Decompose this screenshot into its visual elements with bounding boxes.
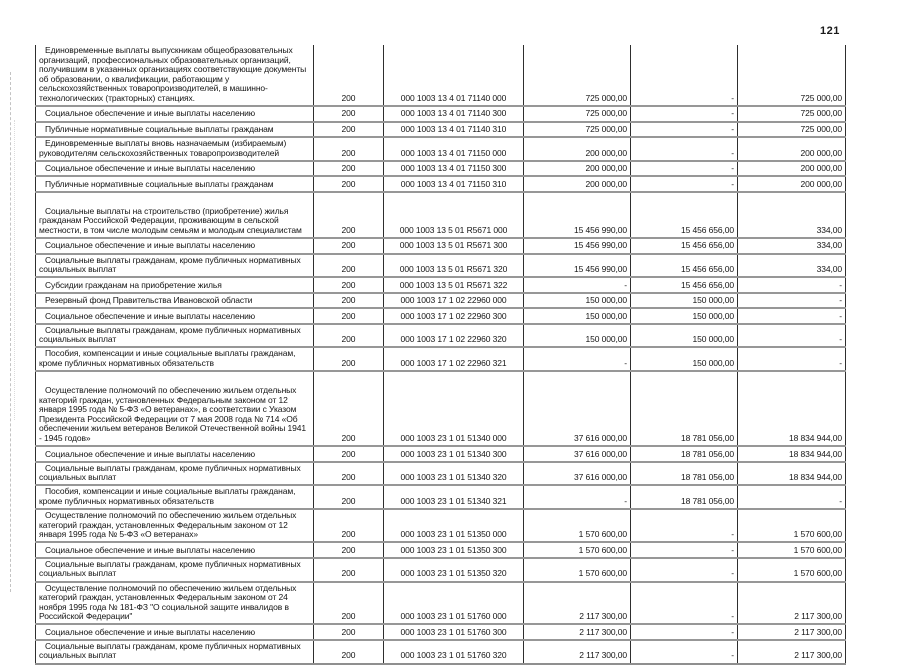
cell-name: Социальные выплаты гражданам, кроме публичных нормативных социальных выплат [36, 558, 314, 582]
table-row [36, 238, 846, 254]
cell-amount-1: 2 117 300,00 [524, 582, 631, 625]
table-row [36, 254, 846, 278]
cell-amount-1: 200 000,00 [524, 161, 631, 177]
cell-amount-3: 2 117 300,00 [738, 640, 846, 664]
cell-expense-type-code: 200 [314, 277, 384, 293]
table-row [36, 122, 846, 138]
cell-amount-3: 200 000,00 [738, 176, 846, 192]
cell-expense-type-code: 200 [314, 640, 384, 664]
cell-budget-classification-code: 000 1003 13 5 01 R5671 300 [384, 238, 524, 254]
cell-budget-classification-code: 000 1003 23 1 01 51350 320 [384, 558, 524, 582]
cell-amount-1: - [524, 347, 631, 371]
table-row [36, 45, 846, 106]
cell-amount-3: - [738, 293, 846, 309]
table-row [36, 308, 846, 324]
cell-name: Социальные выплаты гражданам, кроме публичных нормативных социальных выплат [36, 324, 314, 348]
cell-budget-classification-code: 000 1003 23 1 01 51760 000 [384, 582, 524, 625]
cell-name: Социальное обеспечение и иные выплаты населению [36, 308, 314, 324]
cell-amount-2: - [631, 509, 738, 542]
cell-amount-3: 200 000,00 [738, 161, 846, 177]
cell-name: Осуществление полномочий по обеспечению жильем отдельных категорий граждан, установленных Федеральным законом от 12 января 1995 года № 5-ФЗ «О ветеранах» [36, 509, 314, 542]
cell-expense-type-code: 200 [314, 137, 384, 161]
cell-amount-2: - [631, 582, 738, 625]
cell-name: Единовременные выплаты выпускникам общеобразовательных организаций, профессиональных образовательных организаций, получившим в указанных организациях соответствующие документы об образовании, о квалификации, работающим у сельскохозяйственных товаропроизводителей, в машинно-технологических (тракторных) станциях. [36, 45, 314, 106]
cell-budget-classification-code: 000 1003 23 1 01 51340 321 [384, 485, 524, 509]
budget-expenditure-table [35, 45, 846, 665]
table-row [36, 293, 846, 309]
cell-name: Пособия, компенсации и иные социальные выплаты гражданам, кроме публичных нормативных обязательств [36, 347, 314, 371]
cell-name: Социальные выплаты гражданам, кроме публичных нормативных социальных выплат [36, 254, 314, 278]
cell-amount-3: 725 000,00 [738, 122, 846, 138]
budget-table-body [36, 45, 846, 664]
cell-amount-3: - [738, 485, 846, 509]
cell-name: Социальное обеспечение и иные выплаты населению [36, 624, 314, 640]
cell-name: Социальные выплаты гражданам, кроме публичных нормативных социальных выплат [36, 640, 314, 664]
table-row [36, 106, 846, 122]
cell-amount-1: 2 117 300,00 [524, 640, 631, 664]
cell-amount-1: 15 456 990,00 [524, 192, 631, 238]
cell-amount-3: 334,00 [738, 238, 846, 254]
cell-amount-2: - [631, 624, 738, 640]
cell-amount-3: 725 000,00 [738, 45, 846, 106]
cell-amount-2: 15 456 656,00 [631, 277, 738, 293]
cell-expense-type-code: 200 [314, 582, 384, 625]
table-row [36, 324, 846, 348]
cell-amount-2: - [631, 542, 738, 558]
cell-expense-type-code: 200 [314, 509, 384, 542]
table-row [36, 347, 846, 371]
cell-expense-type-code: 200 [314, 161, 384, 177]
cell-amount-1: 1 570 600,00 [524, 509, 631, 542]
page-number: 121 [820, 25, 840, 37]
cell-amount-3: - [738, 308, 846, 324]
cell-budget-classification-code: 000 1003 13 4 01 71150 000 [384, 137, 524, 161]
cell-expense-type-code: 200 [314, 122, 384, 138]
cell-amount-2: 15 456 656,00 [631, 192, 738, 238]
cell-expense-type-code: 200 [314, 45, 384, 106]
cell-budget-classification-code: 000 1003 23 1 01 51340 300 [384, 446, 524, 462]
cell-expense-type-code: 200 [314, 106, 384, 122]
cell-budget-classification-code: 000 1003 23 1 01 51760 300 [384, 624, 524, 640]
table-row [36, 582, 846, 625]
cell-name: Социальные выплаты на строительство (приобретение) жилья гражданам Российской Федерации, проживающим в сельской местности, в том числе молодым семьям и молодым специалистам [36, 192, 314, 238]
cell-amount-2: - [631, 137, 738, 161]
cell-amount-1: 37 616 000,00 [524, 446, 631, 462]
cell-expense-type-code: 200 [314, 371, 384, 446]
cell-amount-3: 1 570 600,00 [738, 542, 846, 558]
cell-amount-3: 18 834 944,00 [738, 446, 846, 462]
cell-budget-classification-code: 000 1003 23 1 01 51350 300 [384, 542, 524, 558]
cell-amount-2: - [631, 122, 738, 138]
cell-expense-type-code: 200 [314, 254, 384, 278]
cell-budget-classification-code: 000 1003 23 1 01 51340 000 [384, 371, 524, 446]
cell-amount-3: 18 834 944,00 [738, 462, 846, 486]
cell-name: Публичные нормативные социальные выплаты гражданам [36, 122, 314, 138]
table-row [36, 462, 846, 486]
cell-amount-1: 150 000,00 [524, 293, 631, 309]
table-row [36, 277, 846, 293]
cell-name: Публичные нормативные социальные выплаты гражданам [36, 176, 314, 192]
cell-amount-3: 725 000,00 [738, 106, 846, 122]
cell-amount-3: 200 000,00 [738, 137, 846, 161]
table-row [36, 542, 846, 558]
cell-amount-2: - [631, 106, 738, 122]
cell-budget-classification-code: 000 1003 13 4 01 71140 310 [384, 122, 524, 138]
table-row [36, 371, 846, 446]
cell-amount-3: 334,00 [738, 192, 846, 238]
cell-budget-classification-code: 000 1003 13 4 01 71140 000 [384, 45, 524, 106]
cell-budget-classification-code: 000 1003 13 4 01 71150 310 [384, 176, 524, 192]
cell-budget-classification-code: 000 1003 17 1 02 22960 000 [384, 293, 524, 309]
table-row [36, 558, 846, 582]
cell-amount-2: 150 000,00 [631, 293, 738, 309]
table-row [36, 640, 846, 664]
cell-name: Социальные выплаты гражданам, кроме публичных нормативных социальных выплат [36, 462, 314, 486]
cell-amount-3: 2 117 300,00 [738, 582, 846, 625]
cell-budget-classification-code: 000 1003 13 4 01 71140 300 [384, 106, 524, 122]
cell-expense-type-code: 200 [314, 446, 384, 462]
cell-amount-2: 15 456 656,00 [631, 238, 738, 254]
cell-name: Пособия, компенсации и иные социальные выплаты гражданам, кроме публичных нормативных обязательств [36, 485, 314, 509]
table-row [36, 446, 846, 462]
cell-amount-1: 725 000,00 [524, 45, 631, 106]
cell-amount-3: 1 570 600,00 [738, 509, 846, 542]
table-row [36, 176, 846, 192]
cell-name: Социальное обеспечение и иные выплаты населению [36, 542, 314, 558]
cell-budget-classification-code: 000 1003 13 5 01 R5671 320 [384, 254, 524, 278]
cell-amount-1: 1 570 600,00 [524, 558, 631, 582]
cell-name: Резервный фонд Правительства Ивановской области [36, 293, 314, 309]
cell-amount-2: - [631, 161, 738, 177]
cell-name: Субсидии гражданам на приобретение жилья [36, 277, 314, 293]
cell-amount-1: 2 117 300,00 [524, 624, 631, 640]
cell-amount-3: 1 570 600,00 [738, 558, 846, 582]
cell-budget-classification-code: 000 1003 17 1 02 22960 320 [384, 324, 524, 348]
cell-amount-2: 18 781 056,00 [631, 462, 738, 486]
cell-amount-2: 18 781 056,00 [631, 485, 738, 509]
cell-amount-3: - [738, 324, 846, 348]
cell-expense-type-code: 200 [314, 308, 384, 324]
cell-amount-3: 334,00 [738, 254, 846, 278]
cell-expense-type-code: 200 [314, 542, 384, 558]
cell-amount-1: 150 000,00 [524, 324, 631, 348]
cell-amount-1: 1 570 600,00 [524, 542, 631, 558]
table-row [36, 509, 846, 542]
cell-amount-2: - [631, 558, 738, 582]
cell-amount-3: - [738, 347, 846, 371]
table-row [36, 161, 846, 177]
cell-budget-classification-code: 000 1003 23 1 01 51350 000 [384, 509, 524, 542]
cell-amount-2: - [631, 640, 738, 664]
cell-budget-classification-code: 000 1003 13 4 01 71150 300 [384, 161, 524, 177]
cell-amount-1: - [524, 277, 631, 293]
cell-amount-1: 37 616 000,00 [524, 371, 631, 446]
cell-expense-type-code: 200 [314, 238, 384, 254]
cell-name: Социальное обеспечение и иные выплаты населению [36, 446, 314, 462]
cell-name: Осуществление полномочий по обеспечению жильем отдельных категорий граждан, установленных Федеральным законом от 12 января 1995 года № 5-ФЗ «О ветеранах», в соответствии с Указом Президента Российской Федерации от 7 мая 2008 года № 714 «Об обеспечении жильем ветеранов Великой Отечественной войны 1941 - 1945 годов» [36, 371, 314, 446]
cell-expense-type-code: 200 [314, 558, 384, 582]
cell-amount-2: - [631, 45, 738, 106]
cell-amount-3: - [738, 277, 846, 293]
cell-amount-2: 18 781 056,00 [631, 446, 738, 462]
table-row [36, 137, 846, 161]
cell-name: Социальное обеспечение и иные выплаты населению [36, 106, 314, 122]
cell-amount-2: 15 456 656,00 [631, 254, 738, 278]
cell-expense-type-code: 200 [314, 485, 384, 509]
cell-amount-1: 725 000,00 [524, 122, 631, 138]
cell-amount-1: 37 616 000,00 [524, 462, 631, 486]
table-row [36, 485, 846, 509]
cell-amount-1: 200 000,00 [524, 137, 631, 161]
cell-amount-1: 725 000,00 [524, 106, 631, 122]
cell-budget-classification-code: 000 1003 17 1 02 22960 321 [384, 347, 524, 371]
table-row [36, 192, 846, 238]
cell-expense-type-code: 200 [314, 462, 384, 486]
table-row [36, 624, 846, 640]
cell-amount-2: 150 000,00 [631, 324, 738, 348]
cell-amount-1: 15 456 990,00 [524, 254, 631, 278]
cell-name: Единовременные выплаты вновь назначаемым (избираемым) руководителям сельскохозяйственных товаропроизводителей [36, 137, 314, 161]
cell-amount-1: 150 000,00 [524, 308, 631, 324]
cell-expense-type-code: 200 [314, 176, 384, 192]
cell-expense-type-code: 200 [314, 347, 384, 371]
scan-binding-artifact [14, 120, 15, 420]
cell-amount-2: 150 000,00 [631, 347, 738, 371]
cell-expense-type-code: 200 [314, 624, 384, 640]
cell-amount-2: 150 000,00 [631, 308, 738, 324]
scan-binding-artifact [10, 72, 11, 592]
cell-name: Осуществление полномочий по обеспечению жильем отдельных категорий граждан, установленных Федеральным законом от 24 ноября 1995 года № 181-ФЗ "О социальной защите инвалидов в Российской Федерации" [36, 582, 314, 625]
cell-budget-classification-code: 000 1003 23 1 01 51340 320 [384, 462, 524, 486]
cell-budget-classification-code: 000 1003 17 1 02 22960 300 [384, 308, 524, 324]
cell-expense-type-code: 200 [314, 324, 384, 348]
cell-budget-classification-code: 000 1003 13 5 01 R5671 322 [384, 277, 524, 293]
cell-amount-1: 200 000,00 [524, 176, 631, 192]
cell-name: Социальное обеспечение и иные выплаты населению [36, 161, 314, 177]
cell-budget-classification-code: 000 1003 23 1 01 51760 320 [384, 640, 524, 664]
cell-expense-type-code: 200 [314, 192, 384, 238]
cell-amount-2: 18 781 056,00 [631, 371, 738, 446]
cell-name: Социальное обеспечение и иные выплаты населению [36, 238, 314, 254]
cell-amount-1: 15 456 990,00 [524, 238, 631, 254]
cell-amount-3: 18 834 944,00 [738, 371, 846, 446]
cell-amount-2: - [631, 176, 738, 192]
cell-budget-classification-code: 000 1003 13 5 01 R5671 000 [384, 192, 524, 238]
cell-expense-type-code: 200 [314, 293, 384, 309]
cell-amount-3: 2 117 300,00 [738, 624, 846, 640]
cell-amount-1: - [524, 485, 631, 509]
